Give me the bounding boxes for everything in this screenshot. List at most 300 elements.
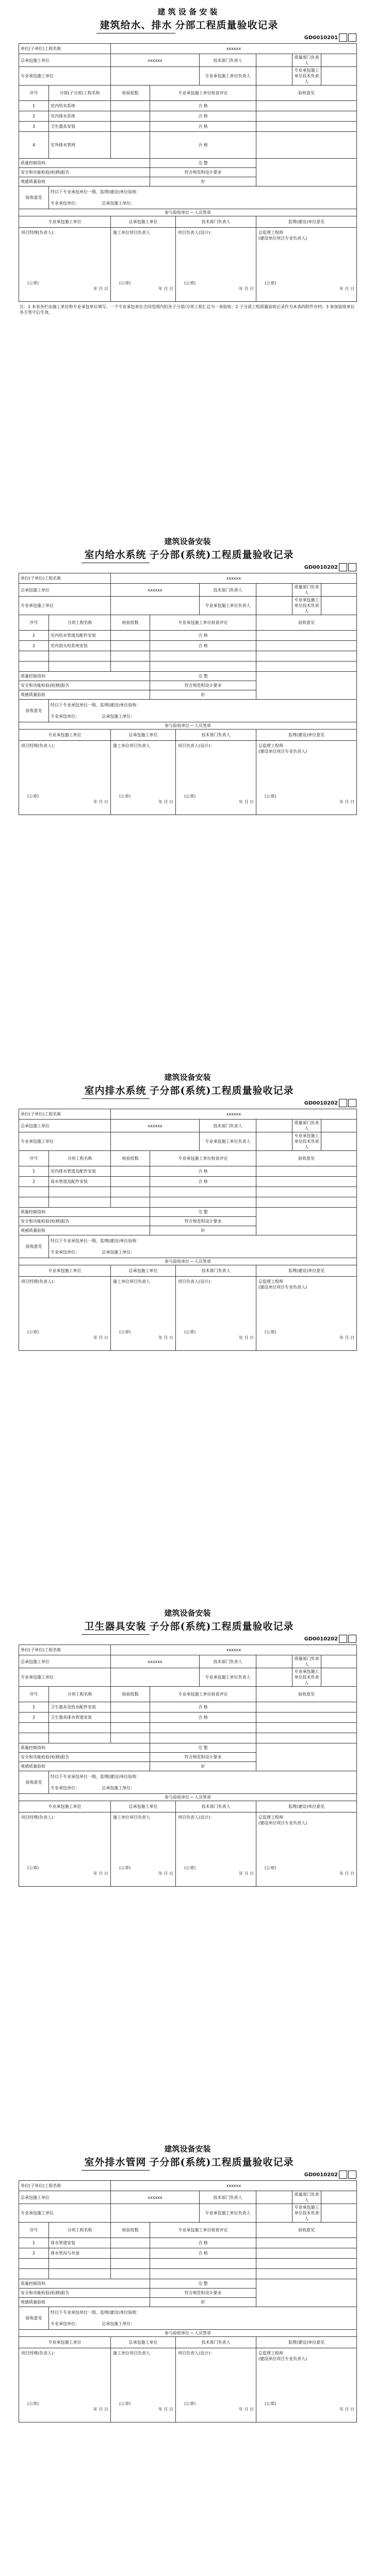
row-result[interactable]	[150, 1187, 256, 1197]
sig-cell-supervision[interactable]: 总监理工程师 (建设单位项目专业负责人) (公章) 年 月 日	[256, 741, 357, 815]
row-acceptance[interactable]	[256, 2248, 357, 2259]
row-batch[interactable]	[111, 1733, 150, 1743]
sig-cell-supervision[interactable]: 总监理工程师 (建设单位项目专业负责人) (公章) 年 月 日	[256, 2348, 357, 2422]
row-acceptance[interactable]	[256, 132, 357, 159]
code-box	[339, 1099, 347, 1107]
table-row	[19, 2259, 357, 2269]
sig-cell-sub[interactable]: 项目经理(负责人)： (公章) 年 月 日	[19, 741, 111, 815]
acceptance-conclusion-label: 验收意见	[19, 1235, 49, 1258]
row-batch[interactable]	[111, 132, 150, 159]
construction-unit-label: 总承包施工单位	[19, 2191, 111, 2204]
acceptance-conclusion-value[interactable]: 经以下专业承包单位一级、监理(建设)单位验收： 专业承包单位： 总承包施工单位：	[49, 1771, 357, 1794]
row-acceptance[interactable]	[256, 2259, 357, 2269]
participants-header: 参与验收单位 ─ 人员签章	[19, 2330, 357, 2337]
construction-unit-label: 总承包施工单位	[19, 54, 111, 67]
sig-cell-design[interactable]: 项目负责人(设计)： (公章) 年 月 日	[176, 228, 256, 302]
tech-head-value[interactable]	[256, 54, 292, 67]
tech-head-value[interactable]	[256, 584, 292, 597]
appearance-value[interactable]: 好	[150, 1762, 256, 1771]
code-box	[348, 2171, 356, 2179]
row-acceptance[interactable]	[256, 111, 357, 122]
form-title-rest: 子分部(系统)工程质量验收记录	[149, 549, 294, 561]
sig-cell-design[interactable]: 项目负责人(设计)： (公章) 年 月 日	[176, 2348, 256, 2422]
code-box	[339, 33, 347, 42]
tech-head-value[interactable]	[256, 1120, 292, 1132]
row-no	[19, 1197, 49, 1208]
sub-unit-head-value[interactable]	[256, 597, 292, 615]
construction-unit-value[interactable]: xxxxxx	[111, 584, 200, 597]
safety-function-label: 安全和功能检验(检测)报告	[19, 1753, 150, 1762]
construction-unit-value[interactable]: xxxxxx	[111, 54, 200, 67]
row-name[interactable]: 室内排水系统	[49, 111, 111, 122]
sub-unit-label: 专业承包施工单位	[19, 597, 111, 615]
row-acceptance[interactable]	[256, 641, 357, 651]
construction-unit-label: 总承包施工单位	[19, 584, 111, 597]
sub-unit-head-label: 专业承包施工单位负责人	[200, 2204, 256, 2223]
row-name[interactable]: 室内消火栓系统安装	[49, 641, 111, 651]
sig-cell-sub[interactable]: 项目经理(负责人)： (公章) 年 月 日	[19, 1812, 111, 1887]
row-name[interactable]: 排水管沟与井池	[49, 2248, 111, 2259]
row-acceptance[interactable]	[256, 1166, 357, 1177]
sig-cell-supervision[interactable]: 总监理工程师 (建设单位项目专业负责人) (公章) 年 月 日	[256, 1277, 357, 1351]
unit-project-value[interactable]: xxxxxx	[111, 1109, 357, 1120]
row-name[interactable]: 卫生器具排水管道安装	[49, 1713, 111, 1723]
quality-head-label: 质量部门负责人	[292, 1655, 321, 1668]
row-acceptance[interactable]	[256, 101, 357, 111]
code-box	[348, 563, 356, 571]
row-name[interactable]: 排水管道安装	[49, 2238, 111, 2248]
appearance-label: 观感质量验收	[19, 1762, 150, 1771]
row-result[interactable]	[150, 1723, 256, 1733]
acceptance-form	[19, 1607, 356, 1891]
sub-unit-head-label: 专业承包施工单位负责人	[200, 67, 256, 86]
col-name-header: 分项工程名称	[49, 1151, 111, 1166]
construction-unit-label: 总承包施工单位	[19, 1120, 111, 1132]
code-box	[348, 33, 356, 42]
row-acceptance[interactable]	[256, 631, 357, 641]
quality-head-value[interactable]	[321, 1120, 357, 1132]
row-result[interactable]	[150, 662, 256, 672]
quality-control-value[interactable]: 完 整	[150, 672, 256, 681]
row-result[interactable]: 合 格	[150, 122, 256, 132]
table-row	[19, 1197, 357, 1208]
quality-control-label: 质量控制资料	[19, 159, 150, 168]
sub-tech-head-label: 专业承包施工单位技术负责人	[292, 1132, 321, 1151]
acceptance-conclusion-value[interactable]: 经以下专业承包单位一级、监理(建设)单位验收： 专业承包单位： 总承包施工单位：	[49, 700, 357, 722]
sig-header-total: 总承包施工单位	[111, 1265, 176, 1277]
form-title	[19, 1619, 356, 1634]
code-box	[339, 1635, 347, 1643]
quality-control-value[interactable]: 完 整	[150, 2279, 256, 2289]
code-box	[339, 2171, 347, 2179]
sub-unit-value[interactable]	[111, 597, 200, 615]
table-row	[19, 1177, 357, 1187]
construction-unit-value[interactable]: xxxxxx	[111, 1120, 200, 1132]
tech-head-value[interactable]	[256, 1655, 292, 1668]
table-row	[19, 1702, 357, 1713]
sub-tech-head-value[interactable]	[321, 2204, 357, 2223]
row-batch[interactable]	[111, 1723, 150, 1733]
form-title	[19, 1083, 356, 1098]
col-acceptance-header: 验收意见	[256, 2223, 357, 2238]
table-row	[19, 1733, 357, 1743]
row-no	[19, 651, 49, 662]
row-result[interactable]	[150, 2269, 256, 2279]
row-no: 2	[19, 2248, 49, 2259]
row-batch[interactable]	[111, 2238, 150, 2248]
unit-project-value[interactable]: xxxxxx	[111, 44, 357, 54]
sig-header-sub: 专业承包施工单位	[19, 216, 111, 228]
row-result[interactable]: 合 格	[150, 641, 256, 651]
col-acceptance-header: 验收意见	[256, 615, 357, 631]
row-acceptance[interactable]	[256, 651, 357, 662]
row-acceptance[interactable]	[256, 662, 357, 672]
col-batch-header: 检验批数	[111, 1687, 150, 1702]
col-selfcheck-header: 专业承包施工单位检查评定	[150, 1687, 256, 1702]
appearance-value[interactable]: 好	[150, 1226, 256, 1235]
sig-cell-total[interactable]: 施工单位项目负责人 (公章) 年 月 日	[111, 1812, 176, 1887]
form-note: 注：1 本表各栏由施工单位和专业承包单位填写，一个专业承包单位合同范围内的各子分部/分项工程汇总为一表验收；2 子分部工程质量验收记录作为本表的附件存档；3 参加验收单位各方签字后生效。	[20, 304, 355, 315]
row-batch[interactable]	[111, 651, 150, 662]
appearance-value[interactable]: 好	[150, 177, 256, 187]
sub-tech-head-value[interactable]	[321, 1132, 357, 1151]
row-no: 1	[19, 631, 49, 641]
row-acceptance[interactable]	[256, 1733, 357, 1743]
appearance-label: 观感质量验收	[19, 690, 150, 700]
safety-function-label: 安全和功能检验(检测)报告	[19, 168, 150, 177]
safety-function-value[interactable]: 符合规范和设计要求	[150, 2289, 256, 2298]
row-name[interactable]: 室内给水管道及配件安装	[49, 631, 111, 641]
sub-unit-value[interactable]	[111, 1668, 200, 1687]
sub-unit-head-value[interactable]	[256, 1132, 292, 1151]
row-batch[interactable]	[111, 641, 150, 651]
sub-unit-head-value[interactable]	[256, 1668, 292, 1687]
quality-control-value[interactable]: 完 整	[150, 1743, 256, 1753]
supervision-opinion-cell[interactable]	[256, 159, 357, 187]
row-no	[19, 1723, 49, 1733]
sub-tech-head-value[interactable]	[321, 1668, 357, 1687]
row-acceptance[interactable]	[256, 122, 357, 132]
sub-unit-head-label: 专业承包施工单位负责人	[200, 1668, 256, 1687]
row-result[interactable]	[150, 2259, 256, 2269]
quality-head-value[interactable]	[321, 584, 357, 597]
col-batch-header: 检验批数	[111, 2223, 150, 2238]
form-title-rest: 子分部(系统)工程质量验收记录	[149, 2157, 294, 2168]
row-name[interactable]: 室内排水管道及配件安装	[49, 1166, 111, 1177]
row-result[interactable]: 合 格	[150, 111, 256, 122]
unit-project-label: 单位(子单位)工程名称	[19, 44, 111, 54]
quality-head-value[interactable]	[321, 1655, 357, 1668]
sig-cell-design[interactable]: 项目负责人(设计)： (公章) 年 月 日	[176, 1812, 256, 1887]
quality-head-label: 质量部门负责人	[292, 1120, 321, 1132]
acceptance-conclusion-label: 验收意见	[19, 700, 49, 722]
construction-unit-label: 总承包施工单位	[19, 1655, 111, 1668]
form-category-title: 建筑设备安装	[164, 537, 211, 546]
form-category-title: 建筑设备安装	[164, 2144, 211, 2154]
row-no: 2	[19, 1177, 49, 1187]
row-acceptance[interactable]	[256, 1713, 357, 1723]
row-acceptance[interactable]	[256, 2238, 357, 2248]
col-batch-header: 检验批数	[111, 1151, 150, 1166]
col-name-header: 分部(子分部)工程名称	[49, 86, 111, 101]
sig-cell-design[interactable]: 项目负责人(设计)： (公章) 年 月 日	[176, 741, 256, 815]
safety-function-value[interactable]: 符合规范和设计要求	[150, 1753, 256, 1762]
col-acceptance-header: 验收意见	[256, 1687, 357, 1702]
acceptance-table	[19, 1109, 357, 1351]
row-batch[interactable]	[111, 631, 150, 641]
form-note	[19, 815, 358, 819]
sig-header-total: 总承包施工单位	[111, 2337, 176, 2348]
form-title	[19, 547, 356, 563]
form-note	[19, 1887, 358, 1891]
sub-tech-head-value[interactable]	[321, 597, 357, 615]
sub-unit-label: 专业承包施工单位	[19, 1668, 111, 1687]
row-name[interactable]	[49, 1723, 111, 1733]
sig-cell-supervision[interactable]: 总监理工程师 (建设单位项目专业负责人) (公章) 年 月 日	[256, 228, 357, 302]
sig-header-sub: 专业承包施工单位	[19, 730, 111, 741]
quality-head-value[interactable]	[321, 2191, 357, 2204]
acceptance-table	[19, 573, 357, 815]
appearance-label: 观感质量验收	[19, 1226, 150, 1235]
sub-unit-value[interactable]	[111, 67, 200, 86]
appearance-value[interactable]: 好	[150, 690, 256, 700]
sig-header-supervision: 监理(建设)单位意见	[256, 2337, 357, 2348]
appearance-label: 观感质量验收	[19, 2298, 150, 2307]
acceptance-form	[19, 2143, 356, 2427]
row-name[interactable]	[49, 2259, 111, 2269]
row-name[interactable]: 室外排水管网	[49, 132, 111, 159]
form-title-blank: 室外排水管网	[81, 2155, 150, 2171]
acceptance-conclusion-label: 验收意见	[19, 187, 49, 209]
acceptance-conclusion-value[interactable]: 经以下专业承包单位一级、监理(建设)单位验收： 专业承包单位： 总承包施工单位：	[49, 1235, 357, 1258]
row-batch[interactable]	[111, 122, 150, 132]
supervision-opinion-cell[interactable]	[256, 1743, 357, 1771]
sig-cell-design[interactable]: 项目负责人(设计)： (公章) 年 月 日	[176, 1277, 256, 1351]
row-name[interactable]: 雨水管道及配件安装	[49, 1177, 111, 1187]
tech-head-value[interactable]	[256, 2191, 292, 2204]
sig-cell-sub[interactable]: 项目经理(负责人)： (公章) 年 月 日	[19, 1277, 111, 1351]
row-no: 2	[19, 1713, 49, 1723]
sub-tech-head-label: 专业承包施工单位技术负责人	[292, 2204, 321, 2223]
unit-project-value[interactable]: xxxxxx	[111, 2181, 357, 2191]
unit-project-label: 单位(子单位)工程名称	[19, 1645, 111, 1655]
row-no: 4	[19, 132, 49, 159]
row-batch[interactable]	[111, 662, 150, 672]
form-category-title: 建筑设备安装	[164, 1608, 211, 1618]
row-batch[interactable]	[111, 2259, 150, 2269]
row-name[interactable]: 卫生器具及给水配件安装	[49, 1702, 111, 1713]
row-result[interactable]	[150, 651, 256, 662]
sub-unit-value[interactable]	[111, 2204, 200, 2223]
sub-unit-head-value[interactable]	[256, 2204, 292, 2223]
col-no-header: 序号	[19, 1687, 49, 1702]
form-code: GD0010202	[19, 563, 356, 573]
row-no: 1	[19, 2238, 49, 2248]
sub-tech-head-label: 专业承包施工单位技术负责人	[292, 597, 321, 615]
row-name[interactable]	[49, 1197, 111, 1208]
col-acceptance-header: 验收意见	[256, 1151, 357, 1166]
sig-header-design: 技术部门负责人	[176, 2337, 256, 2348]
form-category-title: 建 筑 设 备 安 装	[157, 7, 218, 16]
table-row	[19, 662, 357, 672]
table-row	[19, 1166, 357, 1177]
sig-cell-total[interactable]: 施工单位项目负责人 (公章) 年 月 日	[111, 1277, 176, 1351]
table-row	[19, 2269, 357, 2279]
row-acceptance[interactable]	[256, 1197, 357, 1208]
quality-control-label: 质量控制资料	[19, 2279, 150, 2289]
acceptance-table	[19, 2180, 357, 2422]
row-result[interactable]: 合 格	[150, 2248, 256, 2259]
row-batch[interactable]	[111, 1187, 150, 1197]
table-row	[19, 132, 357, 159]
row-name[interactable]: 室内给水系统	[49, 101, 111, 111]
table-row	[19, 1713, 357, 1723]
sig-header-supervision: 监理(建设)单位意见	[256, 216, 357, 228]
sig-header-design: 技术部门负责人	[176, 730, 256, 741]
form-code: GD0010201	[19, 33, 356, 43]
safety-function-value[interactable]: 符合规范和设计要求	[150, 681, 256, 690]
row-batch[interactable]	[111, 2269, 150, 2279]
row-acceptance[interactable]	[256, 2269, 357, 2279]
quality-head-label: 质量部门负责人	[292, 584, 321, 597]
row-result[interactable]: 合 格	[150, 1166, 256, 1177]
table-row	[19, 122, 357, 132]
sig-cell-total[interactable]: 施工单位项目负责人 (公章) 年 月 日	[111, 2348, 176, 2422]
safety-function-value[interactable]: 符合规范和设计要求	[150, 1217, 256, 1226]
row-result[interactable]	[150, 1733, 256, 1743]
sig-cell-supervision[interactable]: 总监理工程师 (建设单位项目专业负责人) (公章) 年 月 日	[256, 1812, 357, 1887]
acceptance-table	[19, 43, 357, 302]
sig-header-design: 技术部门负责人	[176, 216, 256, 228]
supervision-opinion-cell[interactable]	[256, 2279, 357, 2307]
row-result[interactable]: 合 格	[150, 1713, 256, 1723]
row-batch[interactable]	[111, 111, 150, 122]
row-name[interactable]	[49, 2269, 111, 2279]
quality-head-value[interactable]	[321, 54, 357, 67]
acceptance-form	[19, 536, 356, 819]
table-row	[19, 1187, 357, 1197]
row-name[interactable]	[49, 662, 111, 672]
safety-function-label: 安全和功能检验(检测)报告	[19, 2289, 150, 2298]
unit-project-value[interactable]: xxxxxx	[111, 1645, 357, 1655]
row-batch[interactable]	[111, 1702, 150, 1713]
acceptance-conclusion-value[interactable]: 经以下专业承包单位一级、监理(建设)单位验收： 专业承包单位： 总承包施工单位：	[49, 187, 357, 209]
row-name[interactable]	[49, 1187, 111, 1197]
sig-cell-total[interactable]: 施工单位项目负责人 (公章) 年 月 日	[111, 741, 176, 815]
table-row	[19, 101, 357, 111]
construction-unit-value[interactable]: xxxxxx	[111, 2191, 200, 2204]
sub-unit-head-value[interactable]	[256, 67, 292, 86]
row-result[interactable]: 合 格	[150, 1702, 256, 1713]
row-acceptance[interactable]	[256, 1723, 357, 1733]
tech-head-label: 技术部门负责人	[200, 584, 256, 597]
row-batch[interactable]	[111, 1713, 150, 1723]
row-result[interactable]: 合 格	[150, 1177, 256, 1187]
acceptance-conclusion-value[interactable]: 经以下专业承包单位一级、监理(建设)单位验收： 专业承包单位： 总承包施工单位：	[49, 2307, 357, 2330]
sub-unit-label: 专业承包施工单位	[19, 67, 111, 86]
table-row	[19, 651, 357, 662]
sig-header-sub: 专业承包施工单位	[19, 1265, 111, 1277]
row-result[interactable]: 合 格	[150, 2238, 256, 2248]
row-result[interactable]	[150, 1197, 256, 1208]
acceptance-conclusion-label: 验收意见	[19, 1771, 49, 1794]
code-box	[348, 1635, 356, 1643]
col-no-header: 序号	[19, 1151, 49, 1166]
code-box	[348, 1099, 356, 1107]
sig-header-total: 总承包施工单位	[111, 216, 176, 228]
tech-head-label: 技术部门负责人	[200, 1120, 256, 1132]
acceptance-conclusion-label: 验收意见	[19, 2307, 49, 2330]
col-no-header: 序号	[19, 615, 49, 631]
form-title-blank: 建筑给水、排水	[96, 18, 175, 33]
form-code: GD0010202	[19, 1098, 356, 1109]
quality-control-value[interactable]: 完 整	[150, 1208, 256, 1217]
col-batch-header: 检验批数	[111, 615, 150, 631]
col-name-header: 分项工程名称	[49, 2223, 111, 2238]
row-acceptance[interactable]	[256, 1702, 357, 1713]
row-no: 1	[19, 1702, 49, 1713]
safety-function-label: 安全和功能检验(检测)报告	[19, 681, 150, 690]
row-result[interactable]: 合 格	[150, 631, 256, 641]
row-acceptance[interactable]	[256, 1177, 357, 1187]
row-batch[interactable]	[111, 1177, 150, 1187]
form-note	[19, 2422, 358, 2427]
row-batch[interactable]	[111, 2248, 150, 2259]
safety-function-value[interactable]: 符合规范和设计要求	[150, 168, 256, 177]
appearance-value[interactable]: 好	[150, 2298, 256, 2307]
form-code: GD0010202	[19, 1634, 356, 1645]
tech-head-label: 技术部门负责人	[200, 1655, 256, 1668]
sig-cell-sub[interactable]: 项目经理(负责人)： (公章) 年 月 日	[19, 228, 111, 302]
row-no	[19, 1187, 49, 1197]
quality-control-value[interactable]: 完 整	[150, 159, 256, 168]
row-batch[interactable]	[111, 101, 150, 111]
row-name[interactable]	[49, 1733, 111, 1743]
row-batch[interactable]	[111, 1197, 150, 1208]
row-acceptance[interactable]	[256, 1187, 357, 1197]
row-no: 1	[19, 101, 49, 111]
supervision-opinion-cell[interactable]	[256, 1208, 357, 1235]
sig-header-total: 总承包施工单位	[111, 730, 176, 741]
construction-unit-value[interactable]: xxxxxx	[111, 1655, 200, 1668]
participants-header: 参与验收单位 ─ 人员签章	[19, 722, 357, 730]
supervision-opinion-cell[interactable]	[256, 672, 357, 700]
sub-unit-label: 专业承包施工单位	[19, 1132, 111, 1151]
row-result[interactable]: 合 格	[150, 101, 256, 111]
row-batch[interactable]	[111, 1166, 150, 1177]
sig-header-design: 技术部门负责人	[176, 1801, 256, 1812]
form-category-title: 建筑设备安装	[164, 1073, 211, 1082]
sub-unit-value[interactable]	[111, 1132, 200, 1151]
row-result[interactable]: 合 格	[150, 132, 256, 159]
sig-header-supervision: 监理(建设)单位意见	[256, 730, 357, 741]
sub-tech-head-label: 专业承包施工单位技术负责人	[292, 1668, 321, 1687]
table-row	[19, 111, 357, 122]
quality-head-label: 质量部门负责人	[292, 54, 321, 67]
acceptance-table	[19, 1645, 357, 1887]
safety-function-label: 安全和功能检验(检测)报告	[19, 1217, 150, 1226]
col-batch-header: 检验批数	[111, 86, 150, 101]
sig-cell-total[interactable]: 施工单位项目负责人 (公章) 年 月 日	[111, 228, 176, 302]
form-title-blank: 室内给水系统	[81, 547, 150, 563]
sig-cell-sub[interactable]: 项目经理(负责人)： (公章) 年 月 日	[19, 2348, 111, 2422]
sub-tech-head-value[interactable]	[321, 67, 357, 86]
row-name[interactable]: 卫生器具安装	[49, 122, 111, 132]
unit-project-value[interactable]: xxxxxx	[111, 573, 357, 584]
col-no-header: 序号	[19, 86, 49, 101]
row-name[interactable]	[49, 651, 111, 662]
participants-header: 参与验收单位 ─ 人员签章	[19, 209, 357, 216]
